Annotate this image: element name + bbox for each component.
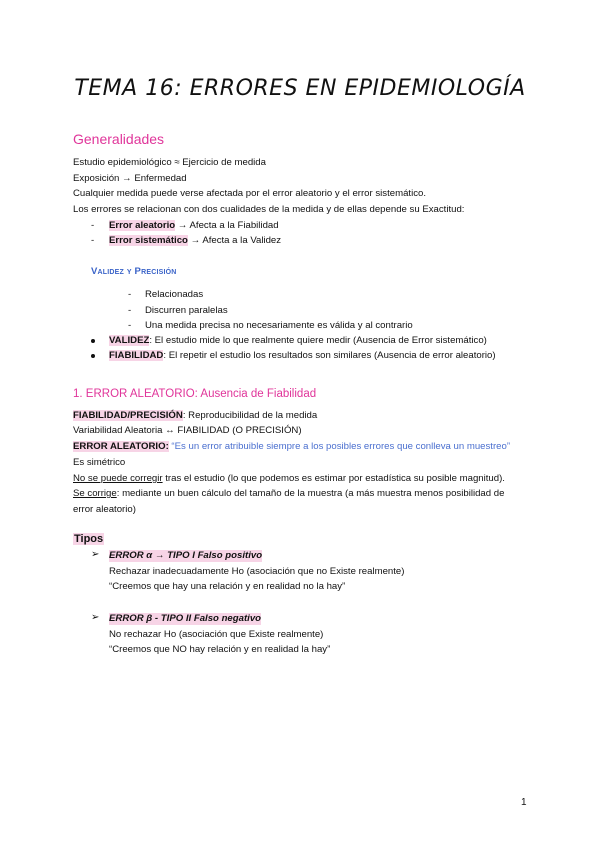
subheading-validez-precision: Validez y Precisión	[91, 266, 177, 277]
section-heading-tipos: Tipos	[74, 533, 104, 545]
fiabilidad-definition: FIABILIDAD: El repetir el estudio los resultados son similares (Ausencia de error aleatorio)	[109, 350, 496, 361]
bullet-dot	[91, 354, 95, 358]
section-heading-error-aleatorio: 1. ERROR ALEATORIO: Ausencia de Fiabilidad	[73, 388, 317, 400]
no-se-puede-corregir-line: No se puede corregir tras el estudio (lo que podemos es estimar por estadística su posible magnitud).	[73, 473, 505, 484]
error-beta-label: ERROR β - TIPO II Falso negativo	[109, 613, 262, 624]
bullet-dot	[91, 339, 95, 343]
list-item: Una medida precisa no necesariamente es válida y al contrario	[145, 320, 413, 331]
text-line: Estudio epidemiológico ≈ Ejercicio de medida	[73, 157, 266, 168]
page-number: 1	[521, 797, 527, 808]
dash-bullet: -	[128, 305, 132, 316]
fiabilidad-precision-line: FIABILIDAD/PRECISIÓN: Reproducibilidad de la medida	[73, 410, 318, 421]
list-item: Discurren paralelas	[145, 305, 228, 316]
list-item: Relacionadas	[145, 289, 204, 300]
arrow-bullet-icon: ➢	[91, 612, 100, 623]
bullet-error-aleatorio: Error aleatorio → Afecta a la Fiabilidad	[109, 220, 279, 231]
dash-bullet: -	[91, 220, 95, 231]
text-line: Los errores se relacionan con dos cualidades de la medida y de ellas depende su Exactitud:	[73, 204, 465, 215]
dash-bullet: -	[91, 235, 95, 246]
text-line: Rechazar inadecuadamente Ho (asociación que no Existe realmente)	[109, 566, 405, 577]
error-alpha-label: ERROR α → TIPO I Falso positivo	[109, 550, 263, 561]
text-line: No rechazar Ho (asociación que Existe realmente)	[109, 629, 324, 640]
text-line: Variabilidad Aleatoria ↔ FIABILIDAD (O PRECISIÓN)	[73, 425, 302, 436]
text-line: error aleatorio)	[73, 504, 136, 515]
section-heading-generalidades: Generalidades	[73, 131, 165, 147]
text-line: “Creemos que NO hay relación y en realidad la hay”	[109, 644, 331, 655]
text-line: Exposición → Enfermedad	[73, 173, 187, 184]
error-aleatorio-definition: ERROR ALEATORIO: “Es un error atribuible siempre a los posibles errores que conlleva un muestreo”	[73, 441, 511, 452]
text-line: Cualquier medida puede verse afectada por el error aleatorio y el error sistemático.	[73, 188, 427, 199]
bullet-error-sistematico: Error sistemático → Afecta a la Validez	[109, 235, 282, 246]
dash-bullet: -	[128, 320, 132, 331]
se-corrige-line: Se corrige: mediante un buen cálculo del tamaño de la muestra (a más muestra menos posibilidad de	[73, 488, 505, 499]
text-line: “Creemos que hay una relación y en realidad no la hay”	[109, 581, 346, 592]
page-title: TEMA 16: ERRORES EN EPIDEMIOLOGÍA	[74, 76, 526, 101]
text-line: Es simétrico	[73, 457, 126, 468]
validez-definition: VALIDEZ: El estudio mide lo que realmente quiere medir (Ausencia de Error sistemático)	[109, 335, 487, 346]
arrow-bullet-icon: ➢	[91, 549, 100, 560]
dash-bullet: -	[128, 289, 132, 300]
